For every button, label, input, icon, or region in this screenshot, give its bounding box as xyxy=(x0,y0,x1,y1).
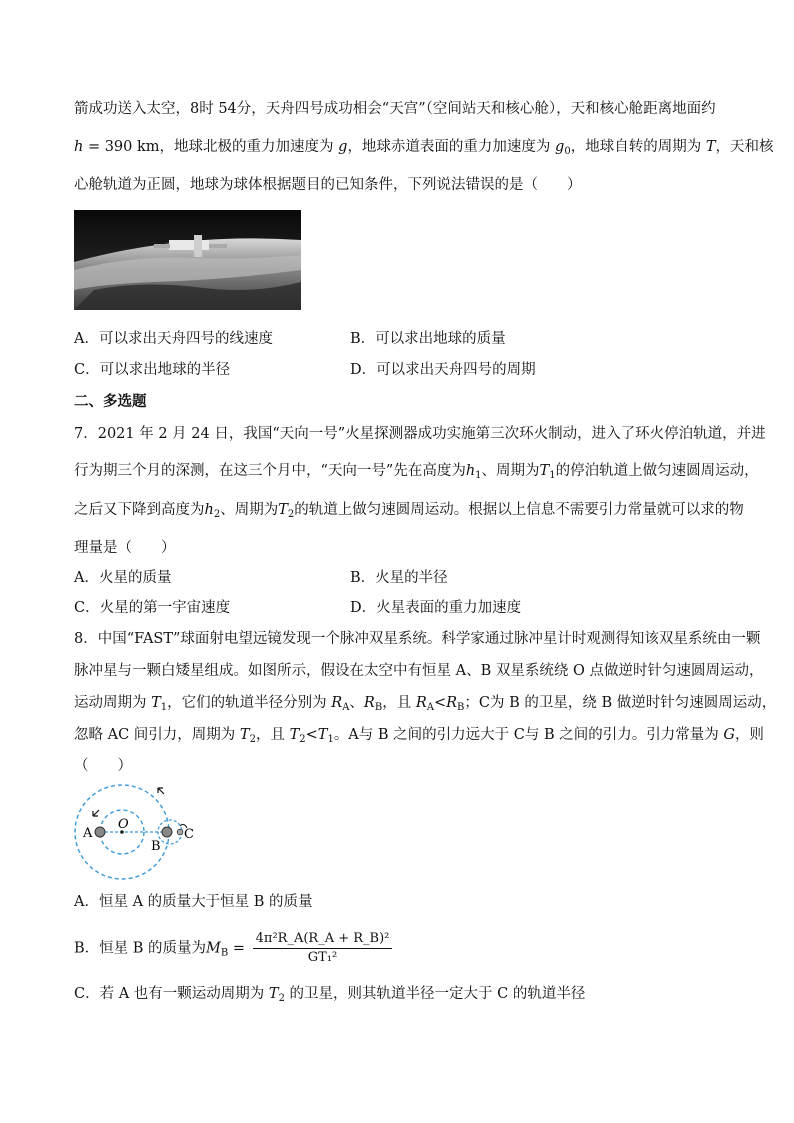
satellite-c xyxy=(177,829,183,835)
star-b xyxy=(162,827,172,837)
q7-line-3-b: 、周期为 xyxy=(220,502,279,518)
var-g: g xyxy=(338,139,348,155)
var-h2-sub: 2 xyxy=(213,509,221,520)
label-b: B xyxy=(151,839,161,854)
var-T2-optc: T xyxy=(268,986,279,1002)
ineq2-T2: T xyxy=(289,727,300,743)
ineq2-T2-sub: 2 xyxy=(299,734,306,745)
q8-line-4-d: ，则 xyxy=(734,727,764,743)
q8-option-c[interactable] xyxy=(74,984,585,1009)
ineq-RB: R xyxy=(446,695,458,711)
ineq-RA-sub: A xyxy=(426,702,434,713)
q7-line-4: 理量是（ ） xyxy=(74,540,176,556)
star-a xyxy=(95,827,105,837)
var-T1-sub: 1 xyxy=(549,470,556,481)
q6-option-c[interactable]: C．可以求出地球的半径 xyxy=(74,362,231,378)
var-RA-sub: A xyxy=(342,702,350,713)
var-T1-q8-sub: 1 xyxy=(160,702,168,713)
q8-option-c-a: C．若 A 也有一颗运动周期为 xyxy=(74,986,269,1002)
ineq-RB-sub: B xyxy=(457,702,465,713)
q6-option-b[interactable]: B．可以求出地球的质量 xyxy=(350,331,506,347)
var-T2-q8-sub: 2 xyxy=(249,734,256,745)
q6-line-2 xyxy=(74,137,774,162)
q7-line-2-a: 行为期三个月的深测，在这三个月中，“天向一号”先在高度为 xyxy=(74,463,466,479)
var-h2: h xyxy=(204,502,214,518)
var-T1-q8: T xyxy=(151,695,161,711)
q7-option-b[interactable]: B．火星的半径 xyxy=(350,570,448,586)
var-h: h xyxy=(74,139,84,155)
formula-numerator: 4π²R_A(R_A + R_B)² xyxy=(253,930,393,949)
label-c: C xyxy=(184,827,194,842)
q8-option-b[interactable] xyxy=(74,930,392,972)
q7-line-1: 7．2021 年 2 月 24 日，我国“天向一号”火星探测器成功实施第三次环火制动，进入了环火停泊轨道，并进 xyxy=(74,426,766,442)
q6-line-2-mid: ，地球赤道表面的重力加速度为 xyxy=(347,139,556,155)
section-heading-multi-choice: 二、多选题 xyxy=(74,394,147,410)
q7-option-a[interactable]: A．火星的质量 xyxy=(74,570,172,586)
q8-line-4-a: 忽略 AC 间引力，周期为 xyxy=(74,727,240,743)
earth-orbit-photo xyxy=(74,210,301,310)
q8-line-3-a: 运动周期为 xyxy=(74,695,152,711)
var-T: T xyxy=(705,139,716,155)
q6-line-2-tail: ，地球自转的周期为 xyxy=(570,139,706,155)
q8-line-3-c: 、 xyxy=(349,695,364,711)
q7-option-c[interactable]: C．火星的第一宇宙速度 xyxy=(74,600,231,616)
equals-sign: = xyxy=(228,940,250,957)
q8-line-4-b: ，且 xyxy=(255,727,290,743)
q6-line-1: 箭成功送入太空，8时 54分，天舟四号成功相会“天宫”（空间站天和核心舱），天和核心舱距离地面约 xyxy=(74,101,716,117)
q6-option-a[interactable]: A．可以求出天舟四号的线速度 xyxy=(74,331,273,347)
var-h1: h xyxy=(465,463,476,479)
ineq-RA: R xyxy=(415,695,427,711)
q8-line-4-c: 。A与 B 之间的引力远大于 C与 B 之间的引力。引力常量为 xyxy=(333,727,724,743)
var-T1: T xyxy=(539,463,550,479)
q8-line-4 xyxy=(74,725,764,750)
q8-option-b-prefix: B．恒星 B 的质量为 xyxy=(74,940,207,957)
q8-option-a[interactable]: A．恒星 A 的质量大于恒星 B 的质量 xyxy=(74,894,313,910)
q7-line-2-c: 的停泊轨道上做匀速圆周运动， xyxy=(555,463,759,479)
var-MB: M xyxy=(206,940,221,957)
var-h1-sub: 1 xyxy=(475,470,482,481)
mass-formula-fraction xyxy=(253,930,393,967)
ineq2-lt: < xyxy=(305,727,318,743)
var-RA: R xyxy=(331,695,343,711)
var-RB: R xyxy=(363,695,375,711)
var-T2-q8: T xyxy=(239,727,250,743)
q7-line-2-b: 、周期为 xyxy=(481,463,540,479)
var-T2-sub: 2 xyxy=(287,509,295,520)
var-G: G xyxy=(723,727,735,743)
var-g0: g xyxy=(555,139,565,155)
q7-line-3-c: 的轨道上做匀速圆周运动。根据以上信息不需要引力常量就可以求的物 xyxy=(294,502,744,518)
ineq2-T1: T xyxy=(317,727,328,743)
arrow-a xyxy=(93,810,99,816)
q6-line-3: 心舱轨道为正圆，地球为球体根据题目的已知条件，下列说法错误的是（ ） xyxy=(74,177,582,193)
q7-line-3 xyxy=(74,500,744,525)
q8-line-1: 8．中国“FAST”球面射电望远镜发现一个脉冲双星系统。科学家通过脉冲星计时观测得知该双星系统由一颗 xyxy=(74,631,761,647)
var-g0-sub: 0 xyxy=(564,146,571,157)
q8-option-c-b: 的卫星，则其轨道半径一定大于 C 的轨道半径 xyxy=(284,986,586,1002)
formula-denominator: GT₁² xyxy=(307,950,338,965)
q7-line-3-a: 之后又下降到高度为 xyxy=(74,502,205,518)
q6-line-2-eq: = 390 km，地球北极的重力加速度为 xyxy=(83,139,339,155)
q8-line-5: （ ） xyxy=(74,758,132,774)
q6-option-d[interactable]: D．可以求出天舟四号的周期 xyxy=(350,362,536,378)
label-o: O xyxy=(118,817,129,832)
var-T2: T xyxy=(278,502,288,518)
q6-line-2-end: ，天和核 xyxy=(715,139,774,155)
binary-star-diagram xyxy=(66,782,206,892)
label-a: A xyxy=(83,826,93,841)
q7-line-2 xyxy=(74,461,759,486)
var-RB-sub: B xyxy=(374,702,383,713)
q8-line-3 xyxy=(74,693,776,718)
arrow-b xyxy=(158,788,164,794)
q8-line-3-d: ，且 xyxy=(382,695,416,711)
q8-line-3-b: ，它们的轨道半径分别为 xyxy=(167,695,332,711)
q8-line-2: 脉冲星与一颗白矮星组成。如图所示，假设在太空中有恒星 A、B 双星系统绕 O 点做逆时针匀速圆周运动， xyxy=(74,663,764,679)
ineq2-T1-sub: 1 xyxy=(327,734,334,745)
var-MB-sub: B xyxy=(220,947,229,959)
q7-option-d[interactable]: D．火星表面的重力加速度 xyxy=(350,600,522,616)
var-T2-optc-sub: 2 xyxy=(278,993,285,1004)
q8-line-3-e: ；C为 B 的卫星，绕 B 做逆时针匀速圆周运动， xyxy=(464,695,777,711)
ineq-lt: < xyxy=(433,695,447,711)
earth-orbit-photo-svg xyxy=(74,210,301,310)
